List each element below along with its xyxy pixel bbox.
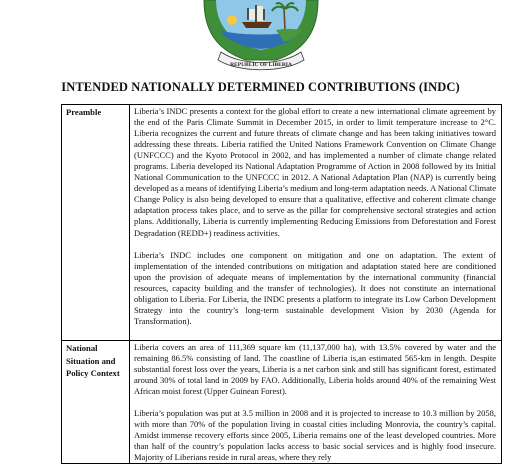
national-situation-paragraph-2: Liberia’s population was put at 3.5 million in 2008 and it is projected to increase to 10.3 million by 2058, with more than 70% of the population living in coastal cities including Monrovia, the country’s capital. Amidst immense recovery efforts since 2005, Liberia remains one of the least developed countries. More than half of the country’s population lacks access to basic social services and is highly food insecure. Majority of Liberians reside in rural areas, where they rely bbox=[134, 408, 496, 463]
national-situation-label: National Situation and Policy Context bbox=[66, 343, 120, 378]
row-divider bbox=[62, 340, 501, 341]
national-situation-content bbox=[134, 342, 496, 463]
document-title: INTENDED NATIONALLY DETERMINED CONTRIBUTIONS (INDC) bbox=[61, 80, 460, 94]
preamble-paragraph-1: Liberia’s INDC presents a context for the global effort to create a new international climate agreement by the end of the Paris Climate Summit in December 2015, in order to limit temperature increase to 2°C. Liberia recognizes the current and future threats of climate change and has been taking initiatives toward addressing these threats. Liberia ratified the United Nations Framework Convention on Climate Change (UNFCCC) and the Kyoto Protocol in 2002, and has implemented a number of climate change related programs. Liberia developed its National Adaptation Programme of Action in 2008 followed by its Initial National Communication to the UNFCCC in 2012. A National Adaptation Plan (NAP) is currently being developed as a means of identifying Liberia’s medium and long-term adaptation needs. A National Climate Change Policy is also being developed to ensure that a qualitative, effective and coherent climate change adaptation process takes place, and to serve as the pillar for comprehensive sectoral strategies and action plans. Additionally, Liberia is currently implementing Reducing Emissions from Deforestation and Forest Degradation (REDD+) readiness activities. bbox=[134, 106, 496, 238]
preamble-label: Preamble bbox=[66, 107, 102, 117]
preamble-content bbox=[134, 106, 496, 327]
seal-ribbon-text: REPUBLIC OF LIBERIA bbox=[230, 62, 292, 68]
liberia-coat-of-arms-seal bbox=[186, 0, 336, 74]
national-situation-paragraph-1: Liberia covers an area of 111,369 square km (11,137,000 ha), with 13.5% covered by water and the remaining 86.5% consisting of land. The coastline of Liberia is,an estimated 565-km in length. Despite substantial forest loss over the years, Liberia is a net carbon sink and still has significant forest, estimated around 30% of total land in 2009 by FAO. Additionally, Liberia holds around 40% of the remaining West African moist forest (Upper Guinean Forest). bbox=[134, 342, 496, 397]
column-divider bbox=[129, 105, 130, 463]
preamble-paragraph-2: Liberia’s INDC includes one component on mitigation and one on adaptation. The extent of implementation of the intended contributions on mitigation and adaptation stated here are conditioned upon the provision of adequate means of implementation by the international community (financial resources, capacity building and the transfer of technologies). It does not constitute an international obligation to Liberia. For Liberia, the INDC presents a platform to integrate its Low Carbon Development Strategy into the country’s long-term sustainable development Vision by 2030 (Agenda for Transformation). bbox=[134, 249, 496, 326]
indc-table bbox=[61, 104, 502, 464]
